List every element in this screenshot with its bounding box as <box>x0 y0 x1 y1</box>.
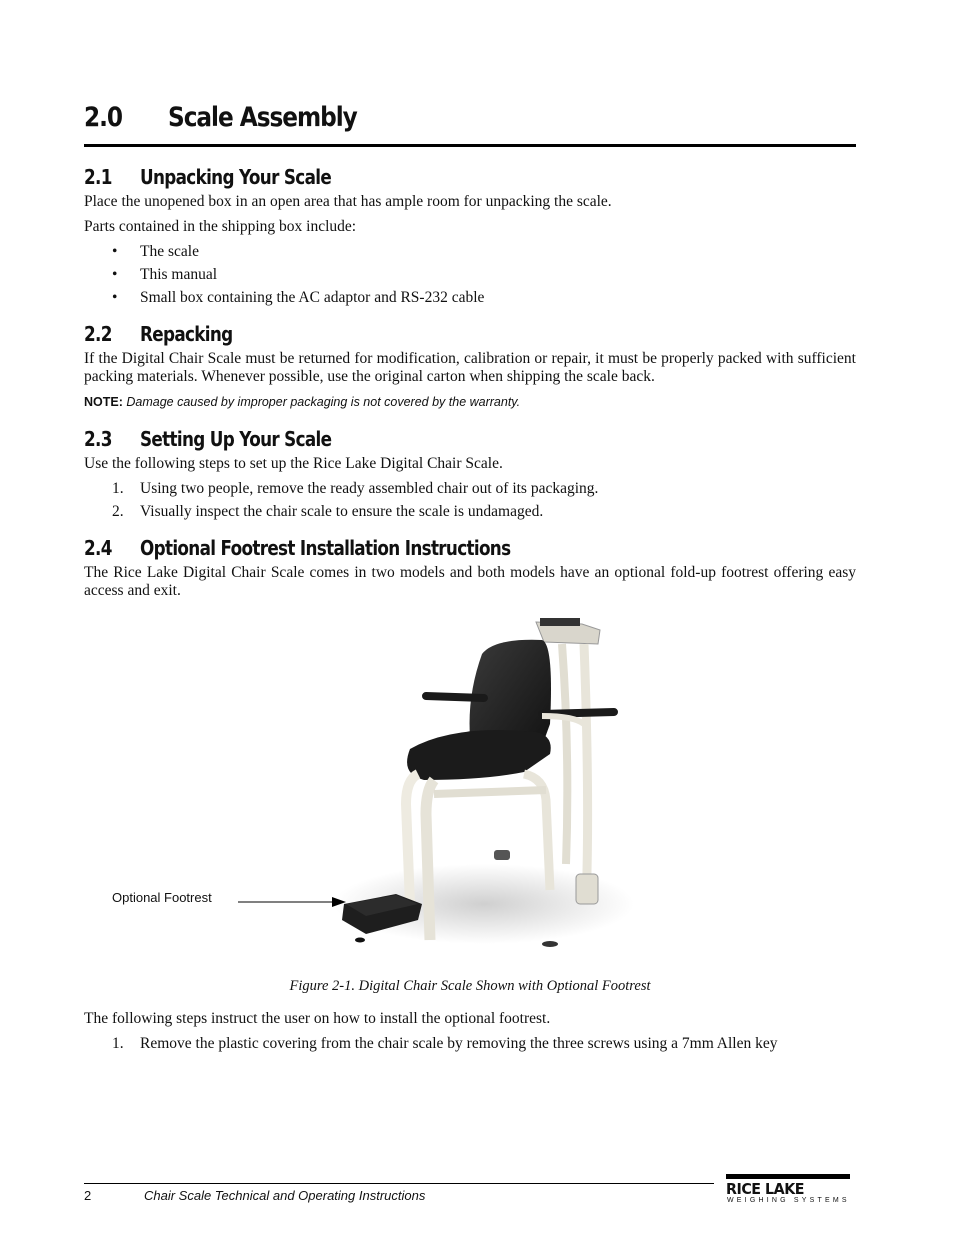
step-text: Using two people, remove the ready assembled chair out of its packaging. <box>140 480 599 497</box>
paragraph: The Rice Lake Digital Chair Scale comes in two models and both models have an optional fold-up footrest offering easy access and exit. <box>84 564 856 599</box>
bullet: • <box>112 289 118 306</box>
step-number: 1. <box>112 480 124 497</box>
chapter-title: Scale Assembly <box>168 102 357 133</box>
note-text: Damage caused by improper packaging is not covered by the warranty. <box>126 395 521 409</box>
paragraph: Parts contained in the shipping box include: <box>84 218 357 235</box>
page-number: 2 <box>84 1188 92 1203</box>
step-number: 1. <box>112 1035 124 1052</box>
step-number: 2. <box>112 503 124 520</box>
paragraph: Place the unopened box in an open area that has ample room for unpacking the scale. <box>84 193 612 210</box>
section-title: Setting Up Your Scale <box>140 427 332 451</box>
chair-scale-photo <box>314 604 634 960</box>
logo-bar <box>726 1174 850 1179</box>
logo-subtitle: WEIGHING SYSTEMS <box>727 1197 850 1204</box>
paragraph: If the Digital Chair Scale must be returned for modification, calibration or repair, it must be properly packed with sufficient packing materials. Whenever possible, use the original carton when shipping the scale back. <box>84 350 856 385</box>
section-number: 2.2 <box>84 322 112 346</box>
callout-arrow-icon <box>238 894 348 910</box>
chapter-number: 2.0 <box>84 102 123 133</box>
step-text: Visually inspect the chair scale to ensure the scale is undamaged. <box>140 503 544 520</box>
paragraph: The following steps instruct the user on how to install the optional footrest. <box>84 1010 551 1027</box>
footer-rule <box>84 1183 714 1184</box>
list-item-text: Small box containing the AC adaptor and RS-232 cable <box>140 289 485 306</box>
rice-lake-logo <box>726 1174 856 1206</box>
figure-caption: Figure 2-1. Digital Chair Scale Shown with Optional Footrest <box>289 978 651 994</box>
list-item-text: This manual <box>140 266 218 283</box>
logo-name: RICE LAKE <box>726 1180 805 1198</box>
note <box>84 395 520 409</box>
section-title: Optional Footrest Installation Instructions <box>140 536 511 560</box>
note-label: NOTE: <box>84 395 123 409</box>
section-number: 2.1 <box>84 165 112 189</box>
step-text: Remove the plastic covering from the chair scale by removing the three screws using a 7mm Allen key <box>140 1035 778 1052</box>
footrest-callout-label: Optional Footrest <box>112 890 212 905</box>
chapter-heading <box>84 100 856 147</box>
paragraph: Use the following steps to set up the Rice Lake Digital Chair Scale. <box>84 455 503 472</box>
bullet: • <box>112 243 118 260</box>
section-title: Unpacking Your Scale <box>140 165 332 189</box>
list-item-text: The scale <box>140 243 199 260</box>
bullet: • <box>112 266 118 283</box>
section-title: Repacking <box>140 322 233 346</box>
section-number: 2.3 <box>84 427 112 451</box>
section-number: 2.4 <box>84 536 112 560</box>
footer-title: Chair Scale Technical and Operating Instructions <box>144 1188 426 1203</box>
